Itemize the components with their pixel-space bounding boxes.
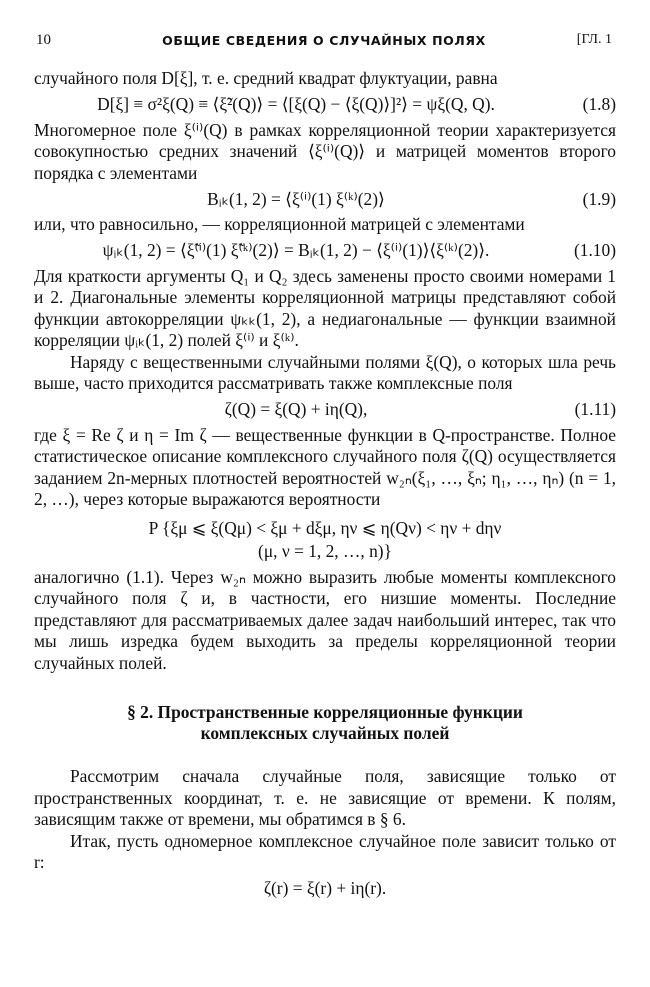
equation-1-10: [34, 238, 616, 264]
paragraph: или, что равносильно, — корреляционной матрицей с элементами: [34, 214, 525, 234]
equation-number: (1.10): [573, 240, 616, 260]
equation-formula: ζ(r) = ξ(r) + iη(r).: [263, 878, 387, 898]
probability-expression: [34, 517, 616, 563]
paragraph: Многомерное поле ξ⁽ⁱ⁾(Q) в рамках корреляционной теории характеризуется совокупностью средних значений ⟨ξ⁽ⁱ⁾(Q)⟩ и матрицей моментов второго порядка с элементами: [34, 119, 616, 183]
equation-formula: ζ(Q) = ξ(Q) + iη(Q),: [224, 399, 368, 419]
equation-number: (1.9): [582, 188, 616, 209]
equation-number: (1.8): [582, 94, 616, 114]
equation-unnumbered: [34, 876, 616, 902]
probability-line-1: P {ξμ ⩽ ξ(Qμ) < ξμ + dξμ, ην ⩽ η(Qν) < ην + dην: [148, 517, 502, 538]
chapter-label: [ГЛ. 1: [576, 32, 612, 47]
page-number: 10: [36, 32, 51, 48]
equation-formula: D[ξ] ≡ σ²ξ(Q) ≡ ⟨ξ̃²(Q)⟩ = ⟨[ξ(Q) − ⟨ξ(Q)⟩]²⟩ = ψξ(Q, Q).: [97, 94, 495, 114]
paragraph: Итак, пусть одномерное комплексное случайное поле зависит только от r:: [34, 830, 616, 872]
page-body: [34, 68, 616, 904]
section-heading: [34, 702, 616, 744]
paragraph: аналогично (1.1). Через w₂ₙ можно выразить любые моменты комплексного случайного поля ζ и, в частности, его низшие моменты. Последние представляют для рассматриваемых далее задач наибольший интерес, так что мы лишь изредка будем выходить за пределы корреляционной теории случайных полей.: [34, 566, 616, 673]
running-title: ОБЩИЕ СВЕДЕНИЯ О СЛУЧАЙНЫХ ПОЛЯХ: [162, 33, 486, 48]
paragraph: где ξ = Re ζ и η = Im ζ — вещественные функции в Q-пространстве. Полное статистическое описание комплексного случайного поля ζ(Q) осуществляется заданием 2n-мерных плотностей вероятностей w₂ₙ(ξ₁, …, ξₙ; η₁, …, ηₙ) (n = 1, 2, …), через которые выражаются вероятности: [34, 424, 616, 509]
paragraph: Наряду с вещественными случайными полями ξ(Q), о которых шла речь выше, часто приходится рассматривать также комплексные поля: [34, 351, 616, 393]
equation-1-8: [34, 92, 616, 118]
page-header: [36, 32, 612, 54]
paragraph: Для краткости аргументы Q₁ и Q₂ здесь заменены просто своими номерами 1 и 2. Диагональные элементы корреляционной матрицы представляют собой функции автокорреляции ψₖₖ(1, 2), а недиагональные — функции взаимной корреляции ψᵢₖ(1, 2) полей ξ⁽ⁱ⁾ и ξ⁽ᵏ⁾.: [34, 265, 616, 350]
paragraph: случайного поля D[ξ], т. е. средний квадрат флуктуации, равна: [34, 68, 498, 88]
paragraph: Рассмотрим сначала случайные поля, зависящие только от пространственных координат, т. е. не зависящие от времени. К полям, зависящим также от времени, мы обратимся в § 6.: [34, 766, 616, 829]
equation-1-11: [34, 397, 616, 423]
equation-formula: ψᵢₖ(1, 2) = ⟨ξ̃⁽ⁱ⁾(1) ξ̃⁽ᵏ⁾(2)⟩ = Bᵢₖ(1, 2) − ⟨ξ⁽ⁱ⁾(1)⟩⟨ξ⁽ᵏ⁾(2)⟩.: [102, 240, 490, 260]
section-heading-line-1: § 2. Пространственные корреляционные функции: [127, 702, 523, 722]
equation-formula: Bᵢₖ(1, 2) = ⟨ξ⁽ⁱ⁾(1) ξ⁽ᵏ⁾(2)⟩: [207, 188, 385, 209]
probability-line-2: (μ, ν = 1, 2, …, n)}: [258, 540, 392, 561]
equation-number: (1.11): [574, 399, 616, 419]
equation-1-9: [34, 186, 616, 212]
section-heading-line-2: комплексных случайных полей: [200, 723, 450, 743]
